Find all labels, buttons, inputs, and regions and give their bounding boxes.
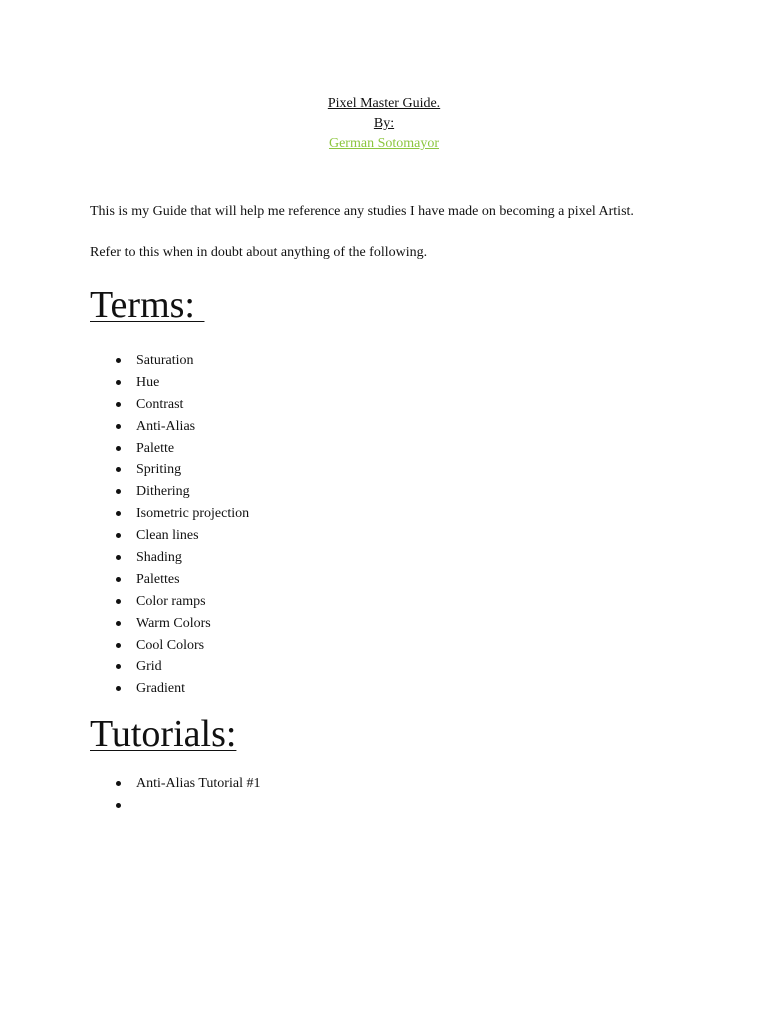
list-item: Gradient [90,678,249,700]
list-item: Shading [90,547,249,569]
list-item: Dithering [90,481,249,503]
list-item: Clean lines [90,525,249,547]
list-item: Grid [90,656,249,678]
byline: By: [373,116,395,131]
list-item: Spriting [90,459,249,481]
list-item: Anti-Alias Tutorial #1 [90,773,260,795]
document-header [0,94,768,154]
list-item [90,795,260,817]
list-item: Anti-Alias [90,416,249,438]
list-item: Saturation [90,350,249,372]
list-item: Color ramps [90,591,249,613]
list-item: Cool Colors [90,635,249,657]
tutorials-heading: Tutorials: [90,713,237,755]
tutorials-list [90,773,260,817]
author-link[interactable]: German Sotomayor [328,136,440,151]
list-item: Hue [90,372,249,394]
list-item: Warm Colors [90,613,249,635]
list-item: Isometric projection [90,503,249,525]
terms-list [90,350,249,700]
refer-paragraph: Refer to this when in doubt about anything of the following. [90,245,428,260]
intro-paragraph: This is my Guide that will help me reference any studies I have made on becoming a pixel Artist. [90,204,634,219]
list-item: Palettes [90,569,249,591]
document-title: Pixel Master Guide. [327,96,441,111]
list-item: Contrast [90,394,249,416]
list-item: Palette [90,438,249,460]
terms-heading: Terms: [90,284,205,326]
